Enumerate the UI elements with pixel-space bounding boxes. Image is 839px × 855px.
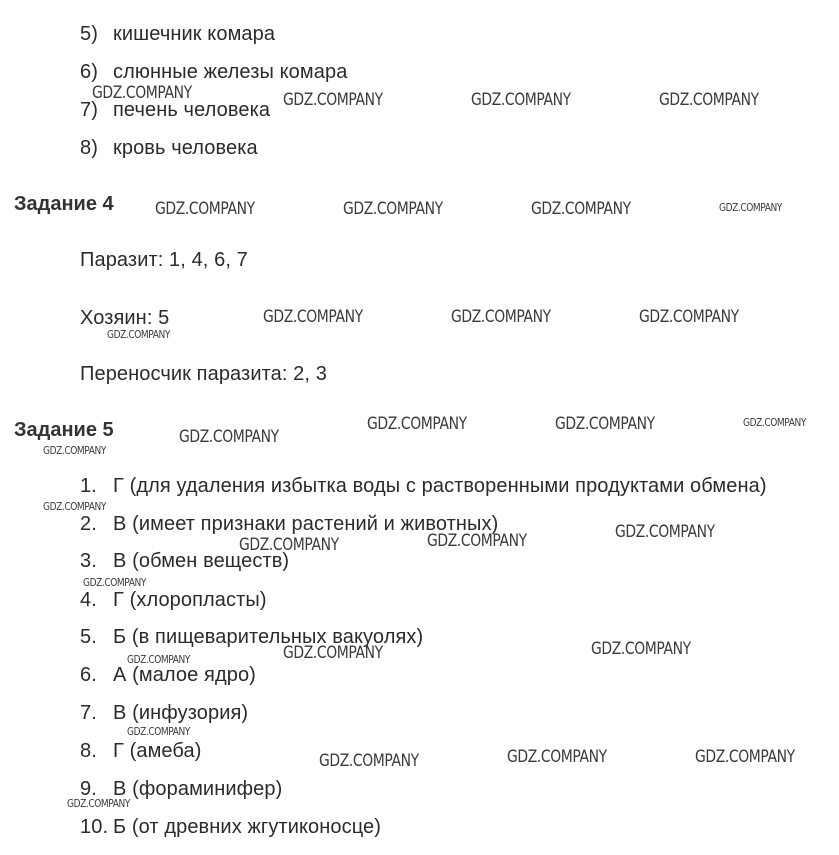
watermark: GDZ.COMPANY [67, 797, 130, 810]
watermark: GDZ.COMPANY [179, 427, 279, 447]
watermark: GDZ.COMPANY [155, 199, 255, 219]
list-item [80, 60, 347, 84]
answer-text: Г (амеба) [113, 740, 202, 762]
answer-text: В (инфузория) [113, 702, 249, 724]
list-item-text: слюнные железы комара [113, 61, 348, 83]
watermark: GDZ.COMPANY [659, 90, 759, 110]
watermark: GDZ.COMPANY [427, 531, 527, 551]
answer-number: 8. [80, 740, 97, 762]
answer-number: 1. [80, 475, 97, 497]
watermark: GDZ.COMPANY [263, 307, 363, 327]
list-item-text: печень человека [113, 99, 271, 121]
answer-number: 6. [80, 664, 97, 686]
list-item [80, 22, 275, 46]
answer-text: Г (для удаления избытка воды с растворенными продуктами обмена) [113, 475, 767, 497]
watermark: GDZ.COMPANY [743, 416, 806, 429]
answer-item [80, 663, 256, 687]
task4-heading: Задание 4 [14, 193, 114, 215]
list-item-number: 7) [80, 99, 98, 121]
answer-number: 10. [80, 816, 109, 838]
list-item-number: 6) [80, 61, 98, 83]
answer-number: 9. [80, 778, 97, 800]
watermark: GDZ.COMPANY [695, 747, 795, 767]
task4-host-line: Хозяин: 5 [80, 307, 170, 329]
watermark: GDZ.COMPANY [107, 328, 170, 341]
watermark: GDZ.COMPANY [83, 576, 146, 589]
list-item-number: 8) [80, 137, 98, 159]
watermark: GDZ.COMPANY [531, 199, 631, 219]
answer-item [80, 815, 381, 839]
task5-heading: Задание 5 [14, 419, 114, 441]
watermark: GDZ.COMPANY [719, 201, 782, 214]
watermark: GDZ.COMPANY [451, 307, 551, 327]
list-item-text: кровь человека [113, 137, 258, 159]
watermark: GDZ.COMPANY [639, 307, 739, 327]
answer-number: 4. [80, 589, 97, 611]
answer-text: Б (в пищеварительных вакуолях) [113, 626, 424, 648]
answer-text: Г (хлоропласты) [113, 589, 267, 611]
answer-text: В (обмен веществ) [113, 550, 290, 572]
watermark: GDZ.COMPANY [591, 639, 691, 659]
watermark: GDZ.COMPANY [319, 751, 419, 771]
answer-text: В (фораминифер) [113, 778, 283, 800]
task4-parasite-line: Паразит: 1, 4, 6, 7 [80, 249, 248, 271]
answer-number: 3. [80, 550, 97, 572]
watermark: GDZ.COMPANY [615, 522, 715, 542]
watermark: GDZ.COMPANY [127, 725, 190, 738]
watermark: GDZ.COMPANY [555, 414, 655, 434]
watermark: GDZ.COMPANY [127, 653, 190, 666]
answer-number: 7. [80, 702, 97, 724]
watermark: GDZ.COMPANY [367, 414, 467, 434]
list-item [80, 136, 258, 160]
watermark: GDZ.COMPANY [283, 643, 383, 663]
watermark: GDZ.COMPANY [283, 90, 383, 110]
list-item-number: 5) [80, 23, 98, 45]
watermark: GDZ.COMPANY [43, 444, 106, 457]
watermark: GDZ.COMPANY [92, 83, 192, 103]
task4-vector-line: Переносчик паразита: 2, 3 [80, 363, 327, 385]
watermark: GDZ.COMPANY [471, 90, 571, 110]
watermark: GDZ.COMPANY [43, 500, 106, 513]
answer-number: 2. [80, 513, 97, 535]
answer-item [80, 701, 248, 725]
list-item-text: кишечник комара [113, 23, 276, 45]
watermark: GDZ.COMPANY [507, 747, 607, 767]
watermark: GDZ.COMPANY [239, 535, 339, 555]
watermark: GDZ.COMPANY [343, 199, 443, 219]
answer-item [80, 739, 202, 763]
answer-item [80, 588, 267, 612]
answer-number: 5. [80, 626, 97, 648]
answer-text: Б (от древних жгутиконосце) [113, 816, 382, 838]
answer-text: В (имеет признаки растений и животных) [113, 513, 499, 535]
answer-item [80, 474, 767, 498]
answer-text: А (малое ядро) [113, 664, 256, 686]
